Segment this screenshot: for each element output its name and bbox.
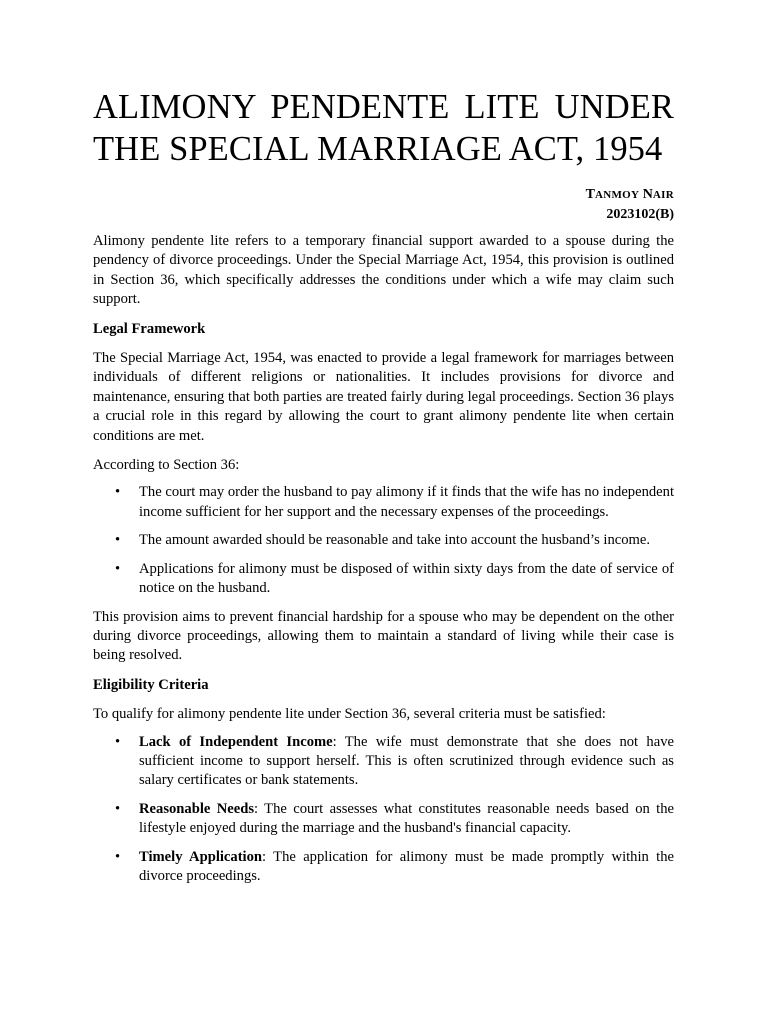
bullet-icon: •	[115, 800, 121, 817]
author-name: TANMOY NAIR	[585, 187, 674, 202]
intro-paragraph: Alimony pendente lite refers to a temporary financial support awarded to a spouse during the pendency of divorce proceedings. Under the Special Marriage Act, 1954, this provision is outlined in Section 36, which specifically addresses the conditions under which a wife may claim such support.	[93, 233, 674, 308]
bullet-icon: •	[115, 733, 121, 750]
list-item: • The court may order the husband to pay alimony if it finds that the wife has no independent income sufficient for her support and the necessary expenses of the proceedings.	[115, 484, 674, 520]
list-item: • Reasonable Needs: The court assesses what constitutes reasonable needs based on the lifestyle enjoyed during the marriage and the husband's financial capacity.	[115, 800, 675, 837]
bullet-icon: •	[115, 560, 121, 577]
list-item: • Applications for alimony must be disposed of within sixty days from the date of service of notice on the husband.	[115, 560, 674, 597]
list-item: • Timely Application: The application for alimony must be made promptly within the divorce proceedings.	[115, 848, 674, 884]
document-title: ALIMONY PENDENTE LITE UNDER THE SPECIAL MARRIAGE ACT, 1954	[93, 88, 674, 168]
legal-framework-paragraph: The Special Marriage Act, 1954, was enacted to provide a legal framework for marriages between individuals of different religions or nationalities. It includes provisions for divorce and maintenance, ensuring that both parties are treated fairly during legal proceedings. Section 36 plays a crucial role in this regard by allowing the court to grant alimony pendente lite when certain conditions are met.	[93, 350, 674, 444]
section-heading-eligibility: Eligibility Criteria	[93, 676, 209, 693]
list-item: • Lack of Independent Income: The wife must demonstrate that she does not have sufficient income to support herself. This is often scrutinized through evidence such as salary certificates or bank statements.	[115, 733, 674, 789]
eligibility-list	[93, 733, 674, 887]
bullet-icon: •	[115, 484, 121, 501]
author-roll-number: 2023102(B)	[606, 207, 674, 222]
eligibility-intro: To qualify for alimony pendente lite under Section 36, several criteria must be satisfied:	[93, 706, 606, 723]
bullet-icon: •	[115, 848, 121, 865]
document-page	[93, 86, 674, 895]
section-36-list	[93, 483, 674, 598]
bullet-icon: •	[115, 532, 121, 549]
section-heading-legal-framework: Legal Framework	[93, 320, 206, 337]
list-item: • The amount awarded should be reasonable and take into account the husband’s income.	[93, 531, 674, 550]
section-36-lead-in: According to Section 36:	[93, 457, 240, 474]
legal-framework-closing: This provision aims to prevent financial hardship for a spouse who may be dependent on the other during divorce proceedings, allowing them to maintain a standard of living while their case is being resolved.	[93, 608, 674, 664]
author-block	[93, 185, 674, 224]
